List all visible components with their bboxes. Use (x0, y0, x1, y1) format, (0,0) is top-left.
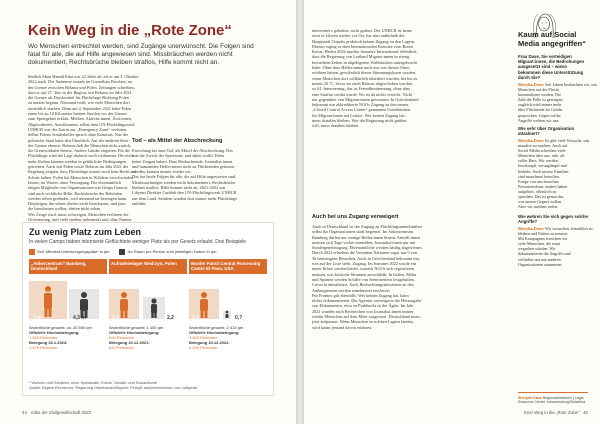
capacity-label: Wohnfläche gesamt: 1.400 qm (109, 325, 164, 330)
is-value: 2,2 (167, 315, 174, 321)
text-line: will, muss draußen bleiben. (312, 123, 360, 129)
running-head: Atlas der Zivilgesellschaft 2023 (30, 410, 92, 415)
answer-text: schließen uns mit anderen (518, 256, 561, 262)
caption-role: Regionaldirektorin | Legal Resource Center Johannesburg/Südafrika (518, 396, 586, 405)
left-column-2 (132, 148, 240, 206)
text-line: interveniert, gehalten, nicht geahnt. Der UNHCR ist heute (312, 28, 412, 33)
footnote-source: Quelle: Eigene Recherche; Regierung Oberfranken/Bayern; Prosyfi; asylumminorities; icrc; dailymail (29, 385, 198, 390)
text-line: so AI. Internierung, das ist Fremdbestimmung, ohne dass (312, 86, 411, 92)
text-line: Selbst Polens Sonderhelfer sprach ohne Kenntnis. Nur der (28, 132, 129, 138)
answer-text: Zahl der Fälle ist gestiegen, (518, 97, 564, 103)
section-heading: Tod – als Mittel der Abschreckung (132, 138, 223, 144)
answer-text: voller Hass. Wir werden (518, 158, 558, 164)
text-line: 36 beantragten Besuchen. Auch in Griechenland bekommt nur, (312, 255, 421, 261)
text-line: mehr fliehen können werden in gefährliche Bedingungen (28, 158, 127, 164)
interview-answer (518, 82, 598, 123)
text-line: und Spanien werden Schiffe von Seenotrettern festgehalten, (312, 276, 415, 282)
text-line: lassen, im Winter, ohne Versorgung. Die ehrenamtlich (28, 179, 121, 185)
text-line: die Grenzsoldaten ebenso. Andere Länder zögerten. Für die (28, 148, 131, 154)
lead-paragraph: Wo Menschen entrechtet werden, sind Zugänge unerwünscht. Die Folgen sind fatal für alle, die auf Hilfe angewiesen sind. Missbräuchen werden nicht dokumentiert, Rechtsbrüche bleiben straflos, Hilfe kommt nicht an. (28, 43, 254, 66)
camp-card (109, 259, 187, 377)
legend-item-should (29, 249, 109, 255)
text-line: „Closed Control Access Center“ genannten Unterkünften (312, 107, 411, 113)
answer-text: Organisationen zusammen. (518, 261, 563, 267)
page-number (524, 410, 588, 415)
answer-text: Social Media schreiben viele (518, 148, 566, 154)
text-line: UNHCR war der Zutritt zur „Emergency Zone“ verboten. (28, 126, 128, 132)
camp-card (189, 259, 267, 377)
infographic-subtitle: In vielen Camps haben internierte Geflüchtete weniger Platz als per Gesetz erlaubt. Drei Beispiele (29, 239, 247, 245)
date-value: 633 Personen (109, 345, 134, 350)
text-line: werden, kommt immer wieder vor. (132, 169, 192, 175)
text-line: 2021 wurden nach Recherchen von Journalist:innen immer (312, 308, 414, 314)
text-line: eine Straftat verübt wurde. Wo ist da nichts erreicht. Nicht (312, 91, 413, 97)
interview-question: Wie sehr über Organisation attackiert? (518, 126, 575, 137)
camp-name: Aufnahmelager Wedrzyn, Polen (109, 259, 187, 274)
text-line: etwa in Libyen wieder vor Ort, hat aber außerhalb der (312, 33, 405, 39)
text-line: werden selten geahndet, weil niemand sie bezeugen kann. (28, 195, 128, 201)
text-line: Bamberg dürfen nur wenige Helfer:innen hinein. Anwält:innen (312, 234, 421, 240)
caption-rule (518, 392, 588, 393)
interview-answer (518, 138, 588, 209)
answer-text: sind manchmal betroffen. (518, 173, 560, 179)
text-line: Durch 2022 erhielten die Vereinten Nationen sogar nur 9 von (312, 250, 418, 256)
interview-question: Wie wehren Sie sich gegen solche Angriffe? (518, 214, 588, 225)
text-line: müssen sich Tage vorher anmelden, Journalist:innen nur mit (312, 239, 416, 245)
occupancy-label: Offizielle Höchstbelegung: (109, 330, 160, 335)
text-line: neuer Erlass verabschiedet, wonach NGOs sich registrieren (312, 266, 415, 272)
text-line: Sondergenehmigung. Ehrenamtliche werden häufig abgewiesen. (312, 245, 423, 251)
text-line: minus 20 °C, bevor sie nach Belarus abgeschoben wurden, (312, 80, 413, 86)
date-label: Belegung 23.1.2023: (29, 340, 68, 345)
date-value: 1.475 Personen (29, 345, 58, 350)
answer-text: sprechen. Das ist genau das, (518, 194, 565, 200)
date-label: Belegung 10.12.2021: (109, 340, 150, 345)
text-line: Ebenso erging es dem Internationalen Komitee vom Roten (312, 43, 413, 49)
speaker-name: Sherylin Daxe: (518, 138, 545, 143)
should-value: 4,0 (112, 315, 119, 321)
page-title: Kein Weg in die „Rote Zone“ (28, 22, 232, 39)
left-page (0, 0, 296, 424)
occupancy-label: Offizielle Höchstbelegung: (189, 330, 240, 335)
answer-text: Seit Jahren beobachten wir, wie (545, 82, 598, 87)
text-line: Diejenigen, die sehen, dürfen nicht hinschauen, und jene, (28, 201, 127, 207)
text-line: tatsächlich starben. Denn am 2. September 2021 hatte Polen (28, 105, 132, 111)
text-line: bewachten Zelten in abgelegenen Waldstücken untergebracht (312, 59, 418, 65)
should-value: 7 m (33, 315, 42, 321)
text-line: Außengrenzen werden zunehmend erschwert. (312, 287, 391, 293)
text-line: wenn Menschen dort willkürlich inhaftiert wurden, bei bis zu (312, 75, 418, 81)
camp-name: „Ankerzentrum“ Bamberg, Deutschland (29, 259, 107, 274)
text-line: nur gegenüber von Migrant:innen gewonnen. In Griechenland (312, 96, 419, 102)
answer-text: mundtot zu machen. Auch auf (518, 143, 568, 149)
text-line: für Migrant:innen auf Lesbos. Wer keinen Zugang hat, (312, 112, 406, 118)
footnote-definition: * Wohnen und Schlafen; ohne Speisesäle, Küche, Sanitär- und Sozialräume (29, 381, 157, 385)
answer-text: beschimpft, verunglimpft und (518, 163, 567, 169)
person-icon-dark (226, 311, 229, 318)
section-heading: Auch bei uns Zugang verweigert (312, 214, 399, 220)
camp-figures (109, 279, 187, 321)
capacity-label: Wohnfläche gesamt: ca. 20.500 qm (29, 325, 92, 330)
answer-text: Menschen auf der Flucht (518, 87, 559, 93)
page-number-value: 44 (22, 410, 27, 415)
text-line: selbst für Organisationen stark begrenzt. Im Ankerzentrum (312, 229, 413, 235)
camp-figures (189, 279, 267, 321)
text-line: dass er auf 27. Tote in der Region, seit Belarus im Jahr 2021 (28, 89, 132, 95)
text-line: Auch in Deutschland ist der Zugang zu Flüchtlingsunterkünften (312, 224, 422, 229)
text-line: Schutz haben. Polen hat Menschen in Wäldern verschwinden (28, 174, 134, 180)
text-line: Hauptstadt Tripolis praktisch keinen Zugang zu den Lagern. (312, 38, 416, 44)
text-line: zum Sperrgebiet erklärt. Medien, Aktivist:innen, Ärzt:innen, (28, 116, 132, 122)
answer-text: bleiben und Fakten zu nennen. (518, 231, 569, 237)
is-value: 4,3 m (73, 315, 86, 321)
text-line: der Grenze ebenso: Belarus ließ die Menschen nicht zurück, (28, 142, 132, 148)
text-line: entführt. (132, 200, 147, 206)
text-line: Regelung zeigten, dass Flüchtlinge immer noch kein Recht auf (28, 169, 136, 175)
page-number-value: 45 (583, 410, 588, 415)
text-line: bleiben straflos, Hilfe kommt nicht an. 2021-2022 war (132, 185, 226, 191)
text-line: von Dokumenten, etwa zu Pushbacks in der Ägäis. Im Jahr (312, 303, 414, 309)
answer-text: dokumentieren die Angriffe und (518, 251, 571, 257)
text-line: müssen, was kritische Stimmen ausschließt. In Italien, Malta (312, 271, 417, 277)
occupancy-value: 600 Personen (109, 335, 134, 340)
legend-swatch-is (119, 249, 125, 255)
right-column-1b (312, 224, 423, 330)
text-line: Kreuz. Herbst 2022 machte Amnesty International öffentlich, (312, 49, 418, 55)
infographic-box (22, 222, 274, 396)
occupancy-value: 1.500 Personen (29, 335, 58, 340)
camp-stats (109, 325, 187, 350)
text-line: aus dem Land. Seitdem wurden dort immer mehr Flüchtlinge (132, 195, 238, 201)
camp-stats (189, 325, 267, 350)
text-line: 2022 starb. Der Sudanese erstarb im Grenzfluss Bowlani, an (28, 79, 132, 85)
text-line: bekommt nur akkreditierte NGOs Zugang zu den neuen, (312, 102, 409, 108)
text-line: sind auch rechtliche Hilfe. Rechtsbrüche der Behörden (28, 190, 123, 196)
answer-text: aufgehört, öffentlich zu (518, 188, 557, 194)
camp-card (29, 259, 107, 377)
camp-figures (29, 279, 107, 321)
text-line: Flüchtlinge wird die Lage dadurch noch schlimmer. Die nicht (28, 153, 134, 159)
text-line: muss draußen bleiben. Wer die Regierung nicht grüßen (312, 118, 407, 124)
legend-swatch-should (29, 249, 35, 255)
answer-text: zugleich wird immer mehr (518, 102, 562, 108)
date-label: Belegung 19.12.2022: (189, 340, 230, 345)
text-line: Abgeordneten, Anwält:innen, selbst dem UN-Flüchtlingswerk (28, 121, 135, 127)
text-line: nichts dokumentieren. Die Agentur verweigerte die Herausgabe (312, 298, 422, 304)
interview-question: Frau Daxe, Sie verteidigen Migrant:innen, die Bedrohungen ausgesetzt sind – wieso bekommen diese Unterstützung durch Sie? (518, 54, 585, 80)
infographic-title: Zu wenig Platz zum Leben (29, 227, 142, 237)
text-line: erfahren hätten, gewöhnlich dieser Stimmungslosen wurden, (312, 70, 417, 76)
text-line: der Grenze zwischen Belarus und Polen. Zeitungen schrieben, (28, 84, 135, 90)
infographic-legend (29, 249, 216, 255)
answer-text: bedroht. Auch unsere Familien (518, 168, 569, 174)
text-line: hatte. Ohne dass Helfer:innen auch nur von diesen Orten (312, 65, 410, 71)
text-line: Erreichung bis zum Tod, als Mittel der Abschreckung. Das (132, 148, 233, 153)
answer-text: Aber wir machen weiter. (518, 204, 559, 210)
text-line: getrieben. Auch seit Polen sowie Belarus im Jahr 2021 die (28, 164, 129, 170)
right-column-1 (312, 28, 419, 129)
answer-text: viele Menschen, die sonst (518, 241, 561, 247)
speaker-name: Sherylin Daxe: (518, 226, 545, 231)
text-line: dass die Regierung von Lettland Migrant:innen in streng (312, 54, 410, 60)
text-line: wer auf der Liste steht, Zugang. Im Sommer 2022 wurde ein (312, 261, 417, 267)
text-line: Für Frontex gilt ebenfalls: Wer keinen Zugang hat, kann (312, 292, 409, 298)
answer-text: was unsere Gegner wollen. (518, 199, 563, 205)
answer-text: Mit Kampagnen erreichen wir (518, 236, 568, 242)
answer-text: gesprochen. Gegen solche (518, 112, 561, 118)
text-line: einen bis zu 10 Kilometer breiten Streifen vor der Grenze (28, 111, 127, 117)
interview-title: Kaum auf Social Media angegriffen“ (518, 30, 586, 48)
text-line: Wer Zeuge wird, muss schweigen. Menschen verlieren die (28, 211, 129, 217)
answer-text: kriminalisiert werden. Die (518, 92, 562, 98)
answer-text: Angriffe wehren wir uns. (518, 117, 560, 123)
left-column-1 (28, 74, 139, 223)
date-value: 6.400 Personen (189, 345, 218, 350)
text-line: wird kaum jemand davon erfahren. (312, 324, 373, 330)
text-line: zu nutzen begann. Niemand weiß, wie viele Menschen dort (28, 100, 130, 106)
text-line: Orientierung, und viele sterben unbemerkt und ohne Namen. (28, 217, 133, 223)
text-line: jetzt aufpassen: Wenn Menschen in solchen Lagern landen, (312, 319, 414, 325)
interview-answer (518, 226, 593, 267)
page-number (22, 410, 91, 415)
text-line: tätigen Mitglieder von Organisationen wie Grupa Granica (28, 185, 128, 191)
text-line: Das hat fatale Folgen für alle, die auf Hilfe angewiesen sind. (132, 174, 237, 180)
answer-text: Personenschutz, andere haben (518, 183, 568, 189)
text-line: Missbrauchungen werden nicht dokumentiert, Rechtsbrüche (132, 179, 236, 185)
capacity-label: Wohnfläche gesamt: 2.413 qm (189, 325, 244, 330)
occupancy-label: Offizielle Höchstbelegung: (29, 330, 80, 335)
text-line: und humanitäre Helfer:innen nicht zu Flüchtenden gelassen (132, 163, 235, 169)
interview-caption (518, 396, 588, 405)
text-line: die hinschauen wollen, dürfen nicht sehen. (28, 206, 102, 212)
text-line: Südlich Mara Hamid Eina war 22 Jahre alt, als er am 3. Oktober (28, 74, 139, 79)
right-page (304, 0, 600, 424)
answer-text: Es gibt viele Versuche, uns (545, 138, 590, 143)
legend-item-is (119, 249, 216, 255)
text-line: die Grenze als Druckmittel für Flüchtlinge Richtung Polen (28, 95, 129, 101)
camp-name: Border Patrol Central Processing Center El Paso, USA (189, 259, 267, 274)
is-value: 0,? (235, 315, 243, 321)
answer-text: über Flüchtende als Gefahr (518, 107, 563, 113)
text-line: war die Zweck der Sperrzone, und dabei wollte Polen (132, 153, 225, 159)
text-line: polnische Staat hatte den Überblick. Auf der anderen Seite (28, 137, 129, 143)
answer-text: Wir versuchen, freundlich zu (545, 226, 593, 231)
should-value: 4,0 (192, 315, 199, 321)
legend-label-is: Ist: Raum pro Person zum jeweiligen Datum in qm (127, 249, 217, 255)
text-line: keine Zeugen haben. Dass Beobachtende, Journalist:innen (132, 158, 233, 164)
text-line: wieder Menschen auf dem Meer ausgesetzt. Deutschland muss (312, 314, 420, 320)
infographic-footnote (29, 381, 197, 390)
camp-stats (29, 325, 107, 350)
answer-text: wegsehen würden. Wir (518, 246, 556, 252)
answer-text: Menschen über uns, sehr oft (518, 153, 565, 159)
book-spine (296, 0, 304, 424)
legend-label-should: Soll: Mindest-Unterbringungsplatz* in qm (37, 249, 110, 255)
caption-name: Sherylin Daxe (518, 396, 542, 400)
occupancy-value: 3.000 Personen (189, 335, 218, 340)
text-line: Crews kriminalisiert. Auch Beobachtungsmissionen an den (312, 282, 414, 288)
speaker-name: Sherylin Daxe: (518, 82, 545, 87)
answer-text: Einige von uns brauchen (518, 178, 559, 184)
text-line: Libyens Direktor Gaddafi den UN-Flüchtlingswerk UNHCR (132, 190, 237, 196)
running-head: Kein Weg in die „Rote Zone“ (524, 410, 580, 415)
